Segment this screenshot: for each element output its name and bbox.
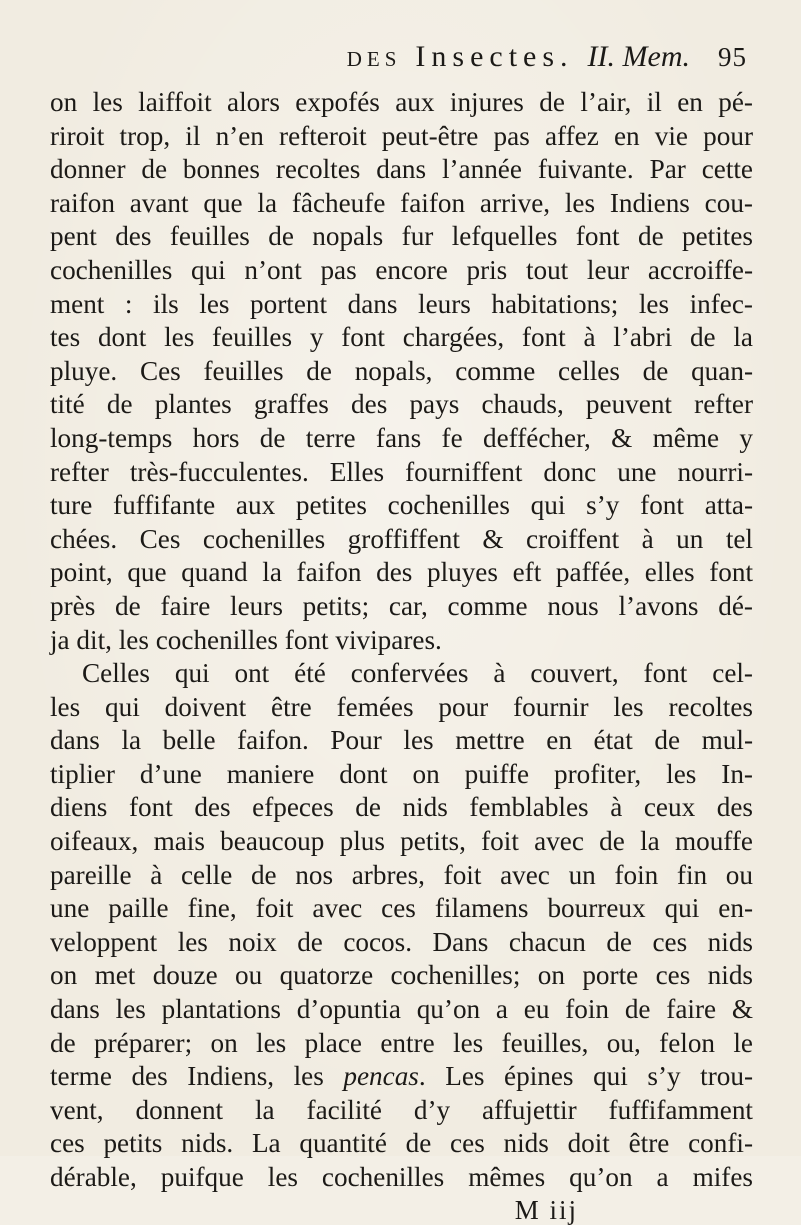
text-line: donner de bonnes recoltes dans l’année fuivante. Par cette: [50, 154, 753, 185]
text-line: ja dit, les cochenilles font vivipares.: [50, 624, 442, 655]
text-line: près de faire leurs petits; car, comme nous l’avons dé-: [50, 590, 753, 621]
text-line: raifon avant que la fâcheufe faifon arrive, les Indiens cou-: [50, 187, 753, 218]
text-line: une paille fine, foit avec ces filamens bourreux qui en-: [50, 893, 753, 924]
text-line: dans la belle faifon. Pour les mettre en état de mul-: [50, 725, 753, 756]
text-line: tiplier d’une maniere dont on puiffe profiter, les In-: [50, 758, 753, 789]
running-head: [50, 40, 753, 82]
text-line: ces petits nids. La quantité de ces nids doit être confi-: [50, 1128, 753, 1159]
text-line: veloppent les noix de cocos. Dans chacun de ces nids: [50, 926, 753, 957]
text-line: chées. Ces cochenilles groffiffent & croiffent à un tel: [50, 523, 753, 554]
text-line: oifeaux, mais beaucoup plus petits, foit avec de la mouffe: [50, 826, 753, 857]
body-text: [50, 86, 753, 1195]
text-line: cochenilles qui n’ont pas encore pris tout leur accroiffe-: [50, 254, 753, 285]
italic-word: pencas: [343, 1061, 419, 1092]
text-line: pareille à celle de nos arbres, foit avec un foin fin ou: [50, 859, 753, 890]
text-line: tes dont les feuilles y font chargées, font à l’abri de la: [50, 322, 753, 353]
text-line: vent, donnent la facilité d’y affujettir fuffifamment: [50, 1094, 753, 1125]
text-line: ture fuffifante aux petites cochenilles qui s’y font atta-: [50, 490, 753, 521]
text-line: refter très-fucculentes. Elles fourniffent donc une nourri-: [50, 456, 753, 487]
text-line: dans les plantations d’opuntia qu’on a eu foin de faire &: [50, 994, 753, 1025]
text-line: on met douze ou quatorze cochenilles; on porte ces nids: [50, 960, 753, 991]
text-line: riroit trop, il n’en refteroit peut-être pas affez en vie pour: [50, 120, 753, 151]
text-line: long-temps hors de terre fans fe deffécher, & même y: [50, 422, 753, 453]
text-line: dérable, puifque les cochenilles mêmes qu’on a mifes: [50, 1162, 753, 1192]
text-line: tité de plantes graffes des pays chauds, peuvent refter: [50, 389, 753, 420]
text-line: point, que quand la faifon des pluyes eft paffée, elles font: [50, 557, 753, 588]
text-line: diens font des efpeces de nids femblables à ceux des: [50, 792, 753, 823]
running-head-memoire: II. Mem.: [587, 40, 690, 73]
page-number: 95: [718, 42, 747, 72]
text-line: Celles qui ont été confervées à couvert, font cel-: [82, 658, 753, 689]
running-head-des: DES: [346, 47, 402, 71]
text-line: ment : ils les portent dans leurs habitations; les infec-: [50, 288, 753, 319]
running-head-insectes: Insectes.: [415, 40, 574, 73]
text-line: pent des feuilles de nopals fur lefquelles font de petites: [50, 221, 753, 252]
text-line: de préparer; on les place entre les feuilles, ou, felon le: [50, 1027, 753, 1058]
text-line: terme des Indiens, les pencas. Les épines qui s’y trou-: [50, 1061, 753, 1092]
text-line: pluye. Ces feuilles de nopals, comme celles de quan-: [50, 355, 753, 386]
text-line: les qui doivent être femées pour fournir les recoltes: [50, 691, 753, 722]
text-line: on les laiffoit alors expofés aux injures de l’air, il en pé-: [50, 87, 753, 117]
signature-mark: M iij: [514, 1194, 578, 1225]
